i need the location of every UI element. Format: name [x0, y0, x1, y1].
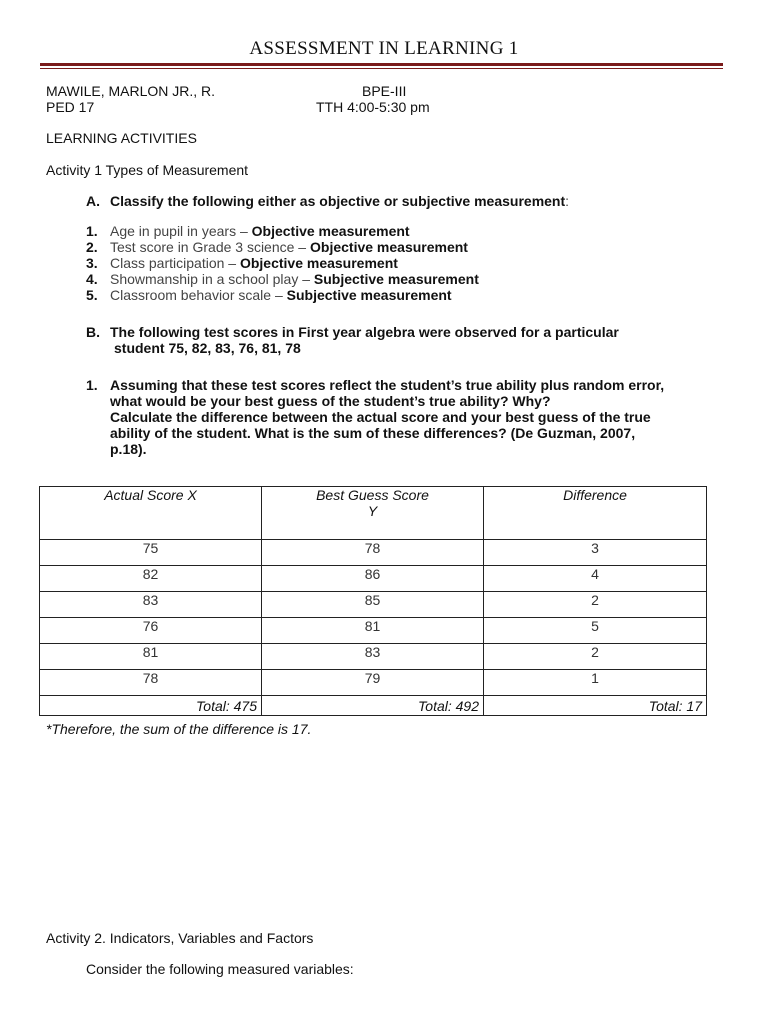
partA-label: A. — [86, 193, 100, 209]
item-text: Classroom behavior scale – — [110, 287, 287, 303]
cell-diff: 2 — [484, 644, 707, 670]
header-best-guess — [262, 487, 484, 540]
item-number: 3. — [86, 255, 98, 271]
table-row — [40, 670, 707, 696]
item-number: 1. — [86, 223, 98, 239]
question-text — [110, 377, 710, 457]
cell-guess: 79 — [262, 670, 484, 696]
course-code: PED 17 — [46, 99, 95, 115]
list-item — [86, 239, 479, 255]
partB-line2: student 75, 82, 83, 76, 81, 78 — [114, 340, 301, 356]
cell-guess: 86 — [262, 566, 484, 592]
partB-line1: The following test scores in First year algebra were observed for a particular — [110, 324, 619, 340]
table-row — [40, 540, 707, 566]
partA-instruction-text: Classify the following either as objective or subjective measurement — [110, 193, 566, 209]
item-answer: Objective measurement — [310, 239, 468, 255]
partA-instruction — [110, 193, 569, 209]
header-difference: Difference — [484, 487, 707, 540]
cell-diff: 1 — [484, 670, 707, 696]
schedule: TTH 4:00-5:30 pm — [316, 99, 430, 115]
partB-label: B. — [86, 324, 100, 340]
total-guess: Total: 492 — [262, 696, 484, 716]
question-line: ability of the student. What is the sum of these differences? (De Guzman, 2007, — [110, 425, 636, 441]
cell-guess: 78 — [262, 540, 484, 566]
item-number: 2. — [86, 239, 98, 255]
scores-table — [39, 486, 707, 716]
list-item — [86, 223, 479, 239]
section: BPE-III — [362, 83, 407, 99]
activity2-title: Activity 2. Indicators, Variables and Factors — [46, 930, 314, 946]
cell-actual: 83 — [40, 592, 262, 618]
student-name: MAWILE, MARLON JR., R. — [46, 83, 216, 99]
header-actual-score: Actual Score X — [40, 487, 262, 540]
question-line: what would be your best guess of the student’s true ability? Why? — [110, 393, 551, 409]
question-line: Assuming that these test scores reflect the student’s true ability plus random error, — [110, 377, 665, 393]
cell-actual: 78 — [40, 670, 262, 696]
cell-actual: 75 — [40, 540, 262, 566]
item-number: 4. — [86, 271, 98, 287]
cell-actual: 82 — [40, 566, 262, 592]
cell-diff: 2 — [484, 592, 707, 618]
title-rule-thick — [40, 63, 723, 66]
total-diff: Total: 17 — [484, 696, 707, 716]
learning-activities-heading: LEARNING ACTIVITIES — [46, 130, 197, 146]
cell-diff: 5 — [484, 618, 707, 644]
item-number: 5. — [86, 287, 98, 303]
cell-guess: 85 — [262, 592, 484, 618]
document-title: ASSESSMENT IN LEARNING 1 — [249, 38, 519, 59]
list-item — [86, 287, 479, 303]
cell-actual: 76 — [40, 618, 262, 644]
cell-diff: 3 — [484, 540, 707, 566]
cell-diff: 4 — [484, 566, 707, 592]
question-line: p.18). — [110, 441, 147, 457]
item-answer: Subjective measurement — [286, 287, 452, 303]
table-row — [40, 592, 707, 618]
table-total-row — [40, 696, 707, 716]
item-text: Test score in Grade 3 science – — [110, 239, 310, 255]
item-text: Showmanship in a school play – — [110, 271, 314, 287]
item-answer: Objective measurement — [251, 223, 410, 239]
classification-list — [86, 223, 479, 303]
activity2-instruction: Consider the following measured variables: — [86, 961, 354, 977]
question-number: 1. — [86, 377, 98, 393]
item-text: Age in pupil in years – — [110, 223, 252, 239]
list-item — [86, 271, 479, 287]
header-best-guess-line2: Y — [367, 503, 378, 519]
question-line: Calculate the difference between the actual score and your best guess of the true — [110, 409, 651, 425]
cell-actual: 81 — [40, 644, 262, 670]
table-row — [40, 618, 707, 644]
total-actual: Total: 475 — [40, 696, 262, 716]
list-item — [86, 255, 479, 271]
header-best-guess-line1: Best Guess Score — [316, 487, 429, 503]
table-header-row — [40, 487, 707, 540]
table-row — [40, 566, 707, 592]
table-row — [40, 644, 707, 670]
partA-colon: : — [565, 193, 570, 209]
title-rule-thin — [40, 68, 723, 69]
conclusion: *Therefore, the sum of the difference is 17. — [46, 721, 312, 737]
item-answer: Subjective measurement — [313, 271, 479, 287]
item-answer: Objective measurement — [239, 255, 398, 271]
activity1-title: Activity 1 Types of Measurement — [46, 162, 249, 178]
cell-guess: 81 — [262, 618, 484, 644]
item-text: Class participation – — [110, 255, 240, 271]
cell-guess: 83 — [262, 644, 484, 670]
